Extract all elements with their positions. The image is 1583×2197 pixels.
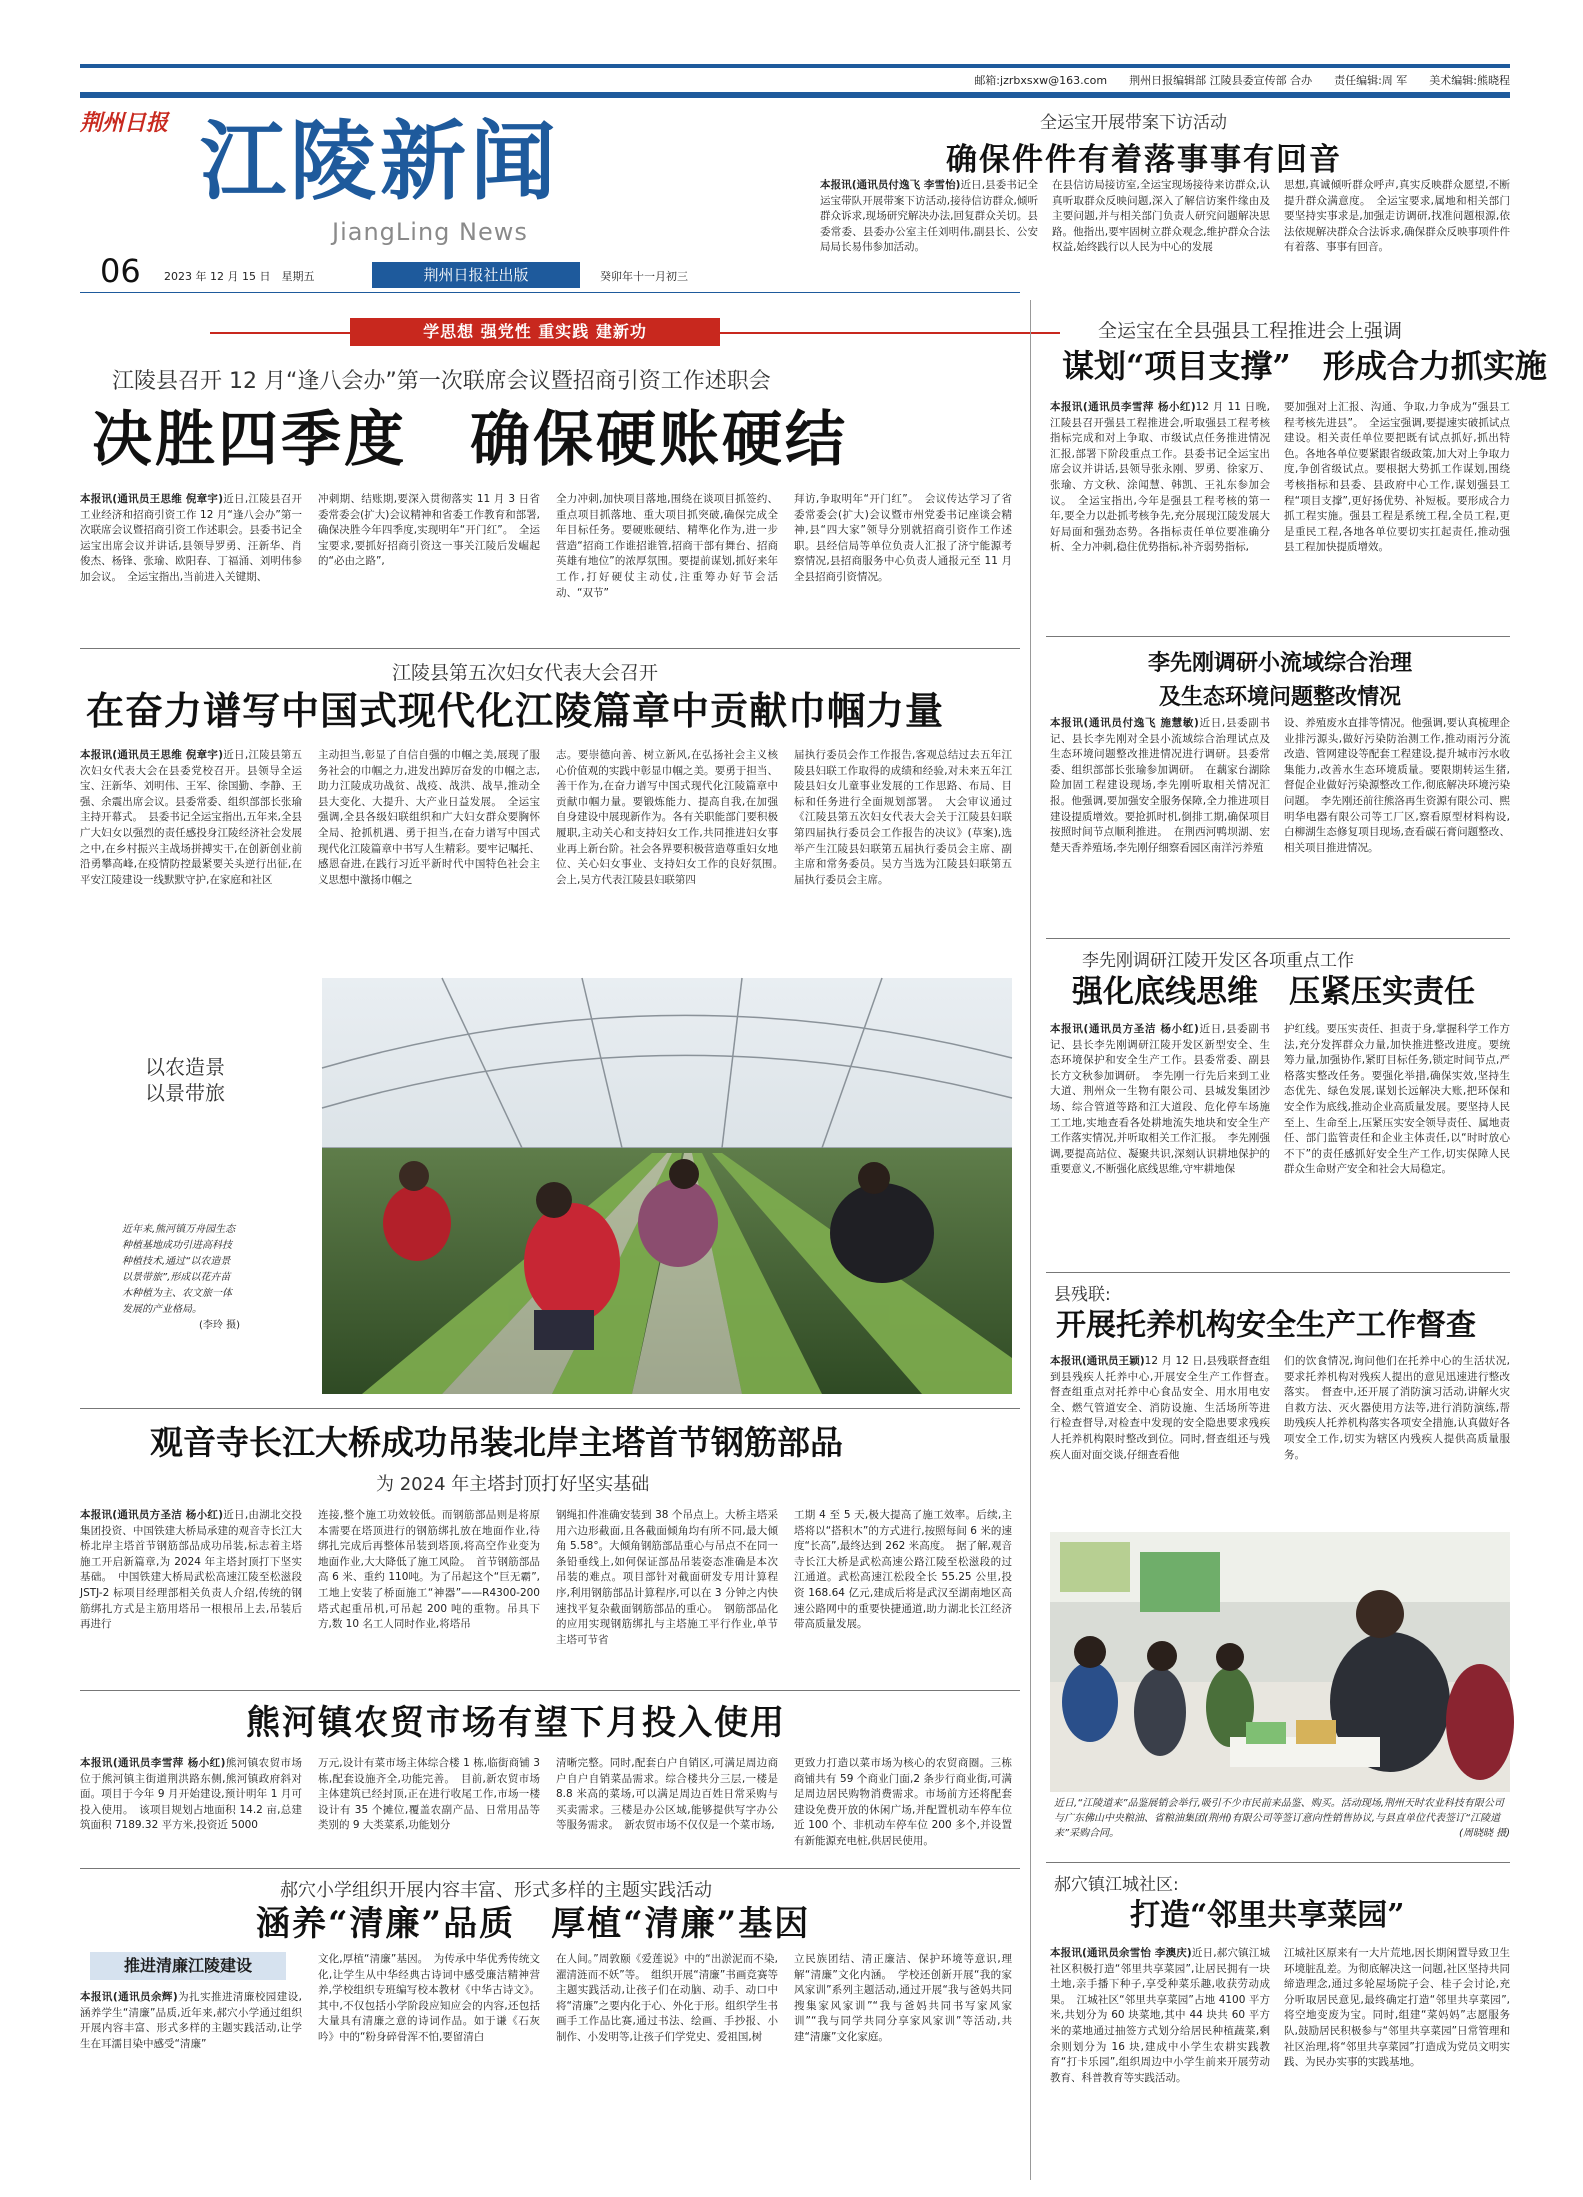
exhibition-caption-credit: (周晓晓 摄) (1459, 1828, 1510, 1839)
article-text: 本报讯(通讯员方圣洁 杨小红)近日,县委副书记、县长李先刚调研江陵开发区新型安全、生态环境保护和安全生产工作。县委常委、副县长方文秋参加调研。 李先刚一行先后来到工业大道、荆州众一生物有限公司、县城发集团沙场、综合管道等路和江大道段、危化停车场施工工地,实地查看各处耕地流失地块和安全生产工作落实情况,并听取相关工作汇报。 李先刚强调,要提高站位、凝聚共识,深刻认识耕地保护的重要意义,不断强化底线思维,守牢耕地保 (1050, 1023, 1270, 1176)
market-col-4 (794, 1756, 1012, 1850)
page-number: 06 (100, 252, 141, 290)
lead-col-4 (794, 492, 1012, 586)
r3-col-2 (1284, 1022, 1510, 1178)
byline: 本报讯(通讯员李雪萍 杨小红) (1050, 401, 1196, 413)
lead-col-1 (80, 492, 302, 586)
bridge-headline: 观音寺长江大桥成功吊装北岸主塔首节钢筋部品 (150, 1423, 843, 1462)
article-text: 本报讯(通讯员王颖)12 月 12 日,县残联督查组到县残疾人托养中心,开展安全生产工作督查。 督查组重点对托养中心食品安全、用水用电安全、燃气管道安全、消防设施、生活场所等进行检查督导,对检查中发现的安全隐患要求残疾人托养机构限时整改到位。同时,督查组还与残疾人面对面交谈,仔细查看他 (1050, 1355, 1281, 1461)
divider (80, 1868, 1020, 1869)
column-divider (1030, 300, 1031, 2180)
top-article-headline: 确保件件有着落事事有回音 (946, 142, 1342, 178)
divider (1046, 1862, 1510, 1863)
r2-col-1 (1050, 716, 1270, 856)
byline: 本报讯(通讯员方圣洁 杨小红) (80, 1509, 224, 1521)
article-text: 本报讯(通讯员余雪怡 李澳庆)近日,郝穴镇江城社区积极打造“邻里共享菜园”,让居民拥有一块土地,亲手播下种子,享受种菜乐趣,收获劳动成果。 江城社区“邻里共享菜园”占地 4100 平方米,共划分为 60 块菜地,其中 44 块共 60 平方米的菜地通过抽签方式划分给居民种植蔬菜,剩余则划分为 16 块,建成中小学生农耕实践教育“打卡乐园”,组织周边中小学生前来开展劳动教育、科普教育等实践活动。 (1050, 1947, 1270, 2084)
clean-headline: 涵养“清廉”品质 厚植“清廉”基因 (256, 1904, 811, 1944)
lead-headline: 决胜四季度 确保硬账硬结 (92, 405, 848, 475)
lead-col-2 (318, 492, 540, 570)
article-text: 护红线。要压实责任、担责于身,掌握科学工作方法,充分发挥群众力量,加快推进整改进度。要统筹力量,加强协作,紧盯目标任务,锁定时间节点,严格落实整改任务。要强化举措,确保实效,坚持生态优先、绿色发展,谋划长远解决大账,把环保和安全作为底线,推动企业高质量发展。要坚持人民至上、生命至上,压紧压实安全领导责任、属地责任、部门监管责任和企业主体责任,以“时时放心不下”的责任感抓好安全生产工作,切实保障人民群众生命财产安全和社会大局稳定。 (1284, 1023, 1510, 1176)
r4-col-2 (1284, 1354, 1510, 1463)
divider (80, 1408, 1020, 1409)
logo-text: 荆州日报 (80, 110, 169, 136)
exhibition-caption-text: 近日,“江陵道来”品鉴展销会举行,吸引不少市民前来品鉴、购买。活动现场,荆州天时农业科技有限公司与广东佛山中央粮油、省粮油集团(荆州)有限公司等签订意向性销售协议,与县直单位代表签订“江陵道来”采购合同。 (1054, 1798, 1504, 1839)
article-text: 主动担当,彰显了自信自强的巾帼之美,展现了服务社会的巾帼之力,进发出踔厉奋发的巾帼之志,助力江陵成功战贫、战疫、战洪、战旱,推动全县大变化、大提升、大产业日益发展。 全运宝强调,全县各级妇联组织和广大妇女群众要胸怀全局、抢抓机遇、勇于担当,在奋力谱写中国式现代化江陵篇章中书写人生精彩。要牢记嘱托、感恩奋进,在践行习近平新时代中国特色社会主义思想中激扬巾帼之 (318, 749, 540, 886)
article-text: 文化,厚植“清廉”基因。 为传承中华优秀传统文化,让学生从中华经典古诗词中感受廉洁精神营养,学校组织专班编写校本教材《中华古诗文》。其中,不仅包括小学阶段应知应会的内容,还包括大量具有清廉之意的诗词作品。如于谦《石灰吟》中的“粉身碎骨浑不怕,要留清白 (318, 1953, 540, 2043)
article-text: 思想,真诚倾听群众呼声,真实反映群众愿望,不断提升群众满意度。 全运宝要求,属地和相关部门要坚持实事求是,加强走访调研,找准问题根源,依法依规解决群众合法诉求,确保群众反映事项件件有着落、事事有回音。 (1284, 179, 1510, 254)
paper-title: 江陵新闻 (200, 111, 560, 212)
top-article-kicker: 全运宝开展带案下访活动 (1040, 113, 1227, 133)
lead-col-3 (556, 492, 778, 601)
exhibition-photo (1050, 1532, 1510, 1792)
byline: 本报讯(通讯员方圣洁 杨小红) (1050, 1023, 1199, 1035)
article-text: 设、养殖废水直排等情况。他强调,要认真梳理企业排污源头,做好污染防治测工作,推动雨污分流改造、管网建设等配套工程建设,提升城市污水收集能力,改善水生态环境质量。要限期转运生猪,督促企业做好污染源整改工作,彻底解决环境污染问题。 李先刚还前往熊洛再生资源有限公司、熙明华电器有限公司等工厂区,察看原型材料构设,白柳湖生态修复项目现场,查看碳石膏问题整改、相关项目推进情况。 (1284, 717, 1510, 854)
masthead-bar (80, 92, 1510, 98)
photo-kicker: 以农造景 以景带旅 (145, 1055, 225, 1105)
article-text: 本报讯(通讯员付逸飞 施慧敏)近日,县委副书记、县长李先刚对全县小流域综合治理试点及生态环境问题整改推进情况进行调研。县委常委、组织部部长张瑜参加调研。 在藕家台湖除险加固工程建设现场,李先刚听取相关情况汇报。他强调,要加强安全服务保障,全力推进项目建设提质增效。要抢抓时机,倒排工期,确保项目按照时间节点顺利推进。 在荆西河鸭坝湖、宏楚天香养殖场,李先刚仔细察看园区南洋污养殖 (1050, 717, 1270, 854)
clean-tag (90, 1952, 286, 1980)
divider (80, 648, 1020, 649)
top-info-bar: 邮箱:jzrbxsxw@163.com 荆州日报编辑部 江陵县委宣传部 合办 责任编辑:周 军 美术编辑:熊晓程 (974, 74, 1510, 87)
article-text: 本报讯(通讯员付逸飞 李雪怡)近日,县委书记全运宝带队开展带案下访活动,接待信访群众,倾听群众诉求,现场研究解决办法,回复群众关切。县委常委、县委办公室主任刘明伟,副县长、公安局局长易伟参加活动。 (820, 179, 1038, 254)
issue-date: 2023 年 12 月 15 日 星期五 (164, 270, 315, 283)
r1-col-1 (1050, 400, 1270, 556)
r4-kicker: 县残联: (1054, 1285, 1111, 1305)
r5-col-1 (1050, 1946, 1270, 2086)
bridge-col-3 (556, 1508, 778, 1648)
article-text: 本报讯(通讯员李雪萍 杨小红)熊河镇农贸市场位于熊河镇主街道荆洪路东侧,熊河镇政府斜对面。项目于今年 9 月开始建设,预计明年 1 月可投入使用。 该项目规划占地面积 14.2 亩,总建筑面积 7189.32 平方米,投资近 5000 (80, 1757, 302, 1832)
byline: 本报讯(通讯员王思维 倪章宇) (80, 749, 224, 761)
article-text: 江城社区原来有一大片荒地,因长期闲置导致卫生环境脏乱差。为彻底解决这一问题,社区坚持共同缔造理念,通过多轮屋场院子会、桂子会讨论,充分听取居民意见,最终确定打造“邻里共享菜园”,将空地变废为宝。同时,组建“菜妈妈”志愿服务队,鼓励居民积极参与“邻里共享菜园”日常管理和社区治理,将“邻里共享菜园”打造成为党员文明实践、为民办实事的实践基地。 (1284, 1947, 1510, 2069)
bridge-col-1 (80, 1508, 302, 1633)
divider (80, 1690, 1020, 1691)
exhibition-caption (1054, 1796, 1510, 1841)
article-text: 本报讯(通讯员李雪萍 杨小红)12 月 11 日晚,江陵县召开强县工程推进会,听取强县工程考核指标完成和对上争取、市级试点任务推进情况汇报,部署下阶段重点工作。县委书记全运宝出席会议并讲话,县领导张永刚、罗勇、徐家万、张瑜、方文秋、涂闻慧、韩凯、王礼东参加会议。 全运宝指出,今年是强县工程考核的第一年,要全力以赴抓考核争先,充分展现江陵发展大好局面和强劲态势。各指标责任单位要准确分析、全力冲刺,稳住优势指标,补齐弱势指标, (1050, 401, 1270, 554)
article-text: 本报讯(通讯员王思维 倪章宇)近日,江陵县第五次妇女代表大会在县委党校召开。县领导全运宝、汪新华、刘明伟、王军、徐国勤、李静、王强、余震出席会议。县委常委、组织部部长张瑜主持开幕式。 县委书记全运宝指出,五年来,全县广大妇女以强烈的责任感投身江陵经济社会发展之中,在乡村振兴主战场拼搏实干,在创新创业前沿勇攀高峰,在疫情防控最紧要关头逆行出征,在平安江陵建设一线默默守护,在家庭和社区 (80, 749, 302, 886)
slogan-banner (350, 318, 720, 346)
r5-headline: 打造“邻里共享菜园” (1130, 1898, 1405, 1933)
r1-col-2 (1284, 400, 1510, 556)
article-text: 们的饮食情况,询问他们在托养中心的生活状况,要求托养机构对残疾人提出的意见迅速进行整改落实。 督查中,还开展了消防演习活动,讲解火灾自救方法、灭火器使用方法等,进行消防演练,帮助残疾人托养机构落实各项安全措施,认真做好各项安全工作,切实为辖区内残疾人提供高质量服务。 (1284, 1355, 1510, 1461)
r4-col-1 (1050, 1354, 1281, 1463)
top-article-col-1 (820, 178, 1038, 256)
bridge-col-4 (794, 1508, 1012, 1633)
photo-caption: 近年来,熊河镇万舟园生态种植基地成功引进高科技种植技术,通过“以农造景 以景带旅”,形成以花卉苗木种植为主、农文旅一体发展的产业格局。 (122, 1224, 236, 1315)
greenhouse-photo-art (322, 978, 1012, 1394)
exhibition-photo-art (1050, 1532, 1510, 1792)
clean-kicker: 郝穴小学组织开展内容丰富、形式多样的主题实践活动 (280, 1880, 712, 1901)
women-col-2 (318, 748, 540, 888)
article-text: 冲刺期、结账期,要深入贯彻落实 11 月 3 日省委常委会(扩大)会议精神和省委工作教育和部署,确保决胜今年四季度,实现明年“开门红”。 全运宝要求,要抓好招商引资这一事关江陵后发崛起的“必由之路”, (318, 493, 540, 568)
newspaper-logo (80, 106, 190, 140)
bridge-subhead: 为 2024 年主塔封顶打好坚实基础 (376, 1474, 650, 1495)
article-text: 志。要崇德向善、树立新风,在弘扬社会主义核心价值观的实践中彰显巾帼之美。要勇于担当、善干作为,在奋力谱写中国式现代化江陵篇章中贡献巾帼力量。要锻炼能力、提高自我,在加强自身建设中展现新作为。各有关职能部门要积极履职,主动关心和支持妇女工作,共同推进妇女事业再上新台阶。社会各界要积极营造尊重妇女地位、关心妇女事业、支持妇女工作的良好氛围。 会上,吴方代表江陵县妇联第四 (556, 749, 789, 886)
market-headline: 熊河镇农贸市场有望下月投入使用 (246, 1703, 786, 1743)
r3-headline: 强化底线思维 压紧压实责任 (1072, 974, 1475, 1010)
market-col-3 (556, 1756, 778, 1834)
article-text: 本报讯(通讯员余辉)为扎实推进清廉校园建设,涵养学生“清廉”品质,近年来,郝穴小学通过组织开展内容丰富、形式多样的主题实践活动,让学生在耳濡目染中感受“清廉” (80, 1991, 302, 2050)
article-text: 拜访,争取明年“开门红”。 会议传达学习了省委常委会(扩大)会议暨市州党委书记座谈会精神,县“四大家”领导分别就招商引资作工作述职。县经信局等单位负责人汇报了济宁能源考察情况,县招商服务中心负责人通报元至 11 月全县招商引资情况。 (794, 493, 1012, 583)
r3-col-1 (1050, 1022, 1270, 1178)
clean-col-2 (318, 1952, 540, 2046)
byline: 本报讯(通讯员余雪怡 李澳庆) (1050, 1947, 1192, 1959)
photo-caption-block (122, 1222, 240, 1334)
top-article-col-3 (1284, 178, 1510, 256)
clean-col-1 (80, 1990, 302, 2052)
byline: 本报讯(通讯员付逸飞 李雪怡) (820, 179, 961, 191)
divider (1046, 938, 1510, 939)
lunar-date: 癸卯年十一月初三 (600, 270, 688, 283)
women-col-1 (80, 748, 302, 888)
r2-col-2 (1284, 716, 1510, 856)
byline: 本报讯(通讯员付逸飞 施慧敏) (1050, 717, 1199, 729)
article-text: 届执行委员会作工作报告,客观总结过去五年江陵县妇联工作取得的成绩和经验,对未来五年江陵县妇女儿童事业发展的工作思路、布局、目标和任务进行全面规划部署。 大会审议通过《江陵县第五次妇女代表大会关于江陵县妇联第四届执行委员会工作报告的决议》(草案),选举产生江陵县妇联第五届执行委员会主席、副主席和常务委员。吴方当选为江陵县妇联第五届执行委员会主席。 (794, 749, 1012, 886)
women-col-4 (794, 748, 1012, 888)
photo-credit: (李玲 摄) (199, 1320, 240, 1331)
clean-col-4 (794, 1952, 1012, 2046)
greenhouse-photo (322, 978, 1012, 1394)
byline: 本报讯(通讯员余辉) (80, 1991, 178, 2003)
article-text: 立民族团结、清正廉洁、保护环境等意识,理解“清廉”文化内涵。 学校还创新开展“我的家风家训”系列主题活动,通过开展“我与爸妈共同搜集家风家训”“我与爸妈共同书写家风家训”“我与同学共同分享家风家训”等活动,共建“清廉”文化家庭。 (794, 1953, 1012, 2043)
article-text: 钢绳扣件准确安装到 38 个吊点上。大桥主塔采用六边形截面,且各截面倾角均有所不同,最大倾角 5.58°。大倾角钢筋部品重心与吊点不在同一条铅垂线上,如何保证部品吊装姿态准确是本次吊装的难点。项目部针对截面研发专用计算程序,利用钢筋部品计算程序,可以在 3 分钟之内快速找平复杂截面钢筋部品的重心。 钢筋部品化的应用实现钢筋绑扎与主塔施工平行作业,单节主塔可节省 (556, 1509, 778, 1646)
byline: 本报讯(通讯员李雪萍 杨小红) (80, 1757, 226, 1769)
r1-headline: 谋划“项目支撑” 形成合力抓实施 (1062, 347, 1547, 385)
slogan-rule-right (720, 332, 1060, 334)
women-col-3 (556, 748, 789, 888)
r4-headline: 开展托养机构安全生产工作督查 (1056, 1308, 1476, 1343)
article-text: 更致力打造以菜市场为核心的农贸商圈。三栋商铺共有 59 个商业门面,2 条步行商业街,可满足周边居民购物消费需求。市场前方还将配套建设免费开放的休闲广场,并配置机动车停车位近 100 个、非机动车停车位 200 多个,并设置有新能源充电桩,供居民使用。 (794, 1757, 1012, 1847)
slogan-rule-left (210, 332, 350, 334)
market-col-1 (80, 1756, 302, 1834)
article-text: 本报讯(通讯员王思维 倪章宇)近日,江陵县召开工业经济和招商引资工作 12 月“逢八会办”第一次联席会议暨招商引资工作述职会。县委书记全运宝出席会议并讲话,县领导罗勇、汪新华、肖俊杰、杨锋、张瑜、欧阳春、丁福涌、刘明伟参加会议。 全运宝指出,当前进入关键期、 (80, 493, 302, 583)
r5-col-2 (1284, 1946, 1510, 2071)
masthead-divider (80, 292, 1020, 293)
clean-tag-text: 推进清廉江陵建设 (123, 1956, 252, 1975)
r1-kicker: 全运宝在全县强县工程推进会上强调 (1098, 320, 1403, 342)
article-text: 连接,整个施工功效较低。而钢筋部品则是将原本需要在塔顶进行的钢筋绑扎放在地面作业,待绑扎完成后再整体吊装到塔顶,将高空作业变为地面作业,大大降低了施工风险。 首节钢筋部品高 6 米、重约 110吨。为了吊起这个“巨无霸”,工地上安装了桥面施工“神器”——R4300-200 塔式起重吊机,可吊起 200 吨的重物。吊具下方,数 10 名工人同时作业,将塔吊 (318, 1509, 540, 1631)
r3-kicker: 李先刚调研江陵开发区各项重点工作 (1082, 951, 1354, 971)
article-text: 在人间。”周敦颐《爱莲说》中的“出淤泥而不染,濯清涟而不妖”等。 组织开展“清廉”书画竞赛等主题实践活动,让孩子们在动脑、动手、动口中将“清廉”之要内化于心、外化于形。组织学生书画手工作品比赛,通过书法、绘画、手抄报、小制作、小发明等,让孩子们学党史、爱祖国,树 (556, 1953, 778, 2043)
article-text: 万元,设计有菜市场主体综合楼 1 栋,临街商铺 3 栋,配套设施齐全,功能完善。 目前,新农贸市场主体建筑已经封顶,正在进行收尾工作,市场一楼设计有 35 个摊位,覆盖农副产品、日常用品等类别的 9 大类菜系,功能划分 (318, 1757, 540, 1832)
byline: 本报讯(通讯员王思维 倪章宇) (80, 493, 224, 505)
slogan-text: 学思想 强党性 重实践 建新功 (423, 322, 647, 341)
women-kicker: 江陵县第五次妇女代表大会召开 (392, 662, 659, 684)
divider (1046, 1272, 1510, 1273)
r2-headline: 李先刚调研小流域综合治理 及生态环境问题整改情况 (1147, 650, 1412, 710)
women-headline: 在奋力谱写中国式现代化江陵篇章中贡献巾帼力量 (86, 688, 945, 733)
article-text: 全力冲刺,加快项目落地,围绕在谈项目抓签约、重点项目抓落地、重大项目抓突破,确保完成全年目标任务。要硬账硬结、精準化作为,进一步营造“招商工作谁招谁管,招商干部有舞台、招商英雄有地位”的浓厚氛围。要提前谋划,抓好来年工作,打好硬仗主动仗,注重筹办好节会活动、“双节” (556, 493, 778, 599)
publisher-badge (372, 262, 580, 288)
clean-col-3 (556, 1952, 778, 2046)
article-text: 清晰完整。同时,配套白户自销区,可满足周边商户自户自销菜品需求。综合楼共分三层,一楼是 8.8 米高的菜场,可以满足周边百姓日常采购与买卖需求。三楼是办公区域,能够提供写字办公等服务需求。 新农贸市场不仅仅是一个菜市场, (556, 1757, 778, 1832)
publisher-text: 荆州日报社出版 (423, 266, 529, 284)
lead-kicker: 江陵县召开 12 月“逢八会办”第一次联席会议暨招商引资工作述职会 (112, 369, 771, 394)
r5-kicker: 郝穴镇江城社区: (1054, 1875, 1179, 1895)
divider (1046, 636, 1510, 637)
byline: 本报讯(通讯员王颖) (1050, 1355, 1145, 1367)
bridge-col-2 (318, 1508, 540, 1633)
article-text: 本报讯(通讯员方圣洁 杨小红)近日,由湖北交投集团投资、中国铁建大桥局承建的观音寺长江大桥北岸主塔首节钢筋部品成功吊装,标志着主塔施工开启新篇章,为 2024 年主塔封顶打下坚实基础。 中国铁建大桥局武松高速江陵至松滋段 JSTJ-2 标项目经理部相关负责人介绍,传统的钢筋绑扎方式是主筋用塔吊一根根吊上去,吊装后再进行 (80, 1509, 302, 1631)
top-article-col-2 (1052, 178, 1270, 256)
market-col-2 (318, 1756, 540, 1834)
article-text: 要加强对上汇报、沟通、争取,力争成为“强县工程考核先进县”。 全运宝强调,要提速实破抓试点建设。相关责任单位要把既有试点抓好,抓出特色。各地各单位要紧跟省级政策,加大对上争取力度,争创省级试点。要根据大势抓工作谋划,围绕考核指标和县委、县政府中心工作,谋划强县工程“项目支撑”,更好扬优势、补短板。要形成合力抓工程实施。强县工程是系统工程,全员工程,更是重民工程,各地各单位要切实扛起责任,推动强县工程加快提质增效。 (1284, 401, 1510, 554)
article-text: 工期 4 至 5 天,极大提高了施工效率。后续,主塔将以“搭积木”的方式进行,按照每间 6 米的速度“长高”,最终达到 262 米高度。 据了解,观音寺长江大桥是武松高速公路江陵至松滋段的过江通道。武松高速江松段全长 55.25 公里,投资 168.64 亿元,建成后将是武汉至湖南地区高速公路网中的重要快捷通道,助力湖北长江经济带高质量发展。 (794, 1509, 1012, 1631)
article-text: 在县信访局接访室,全运宝现场接待来访群众,认真听取群众反映问题,深入了解信访案件缘由及主要问题,并与相关部门负责人研究问题解决思路。他指出,要牢固树立群众观念,维护群众合法权益,始终践行以人民为中心的发展 (1052, 179, 1270, 254)
top-rule (80, 64, 1510, 68)
paper-subtitle: JiangLing News (332, 218, 528, 246)
